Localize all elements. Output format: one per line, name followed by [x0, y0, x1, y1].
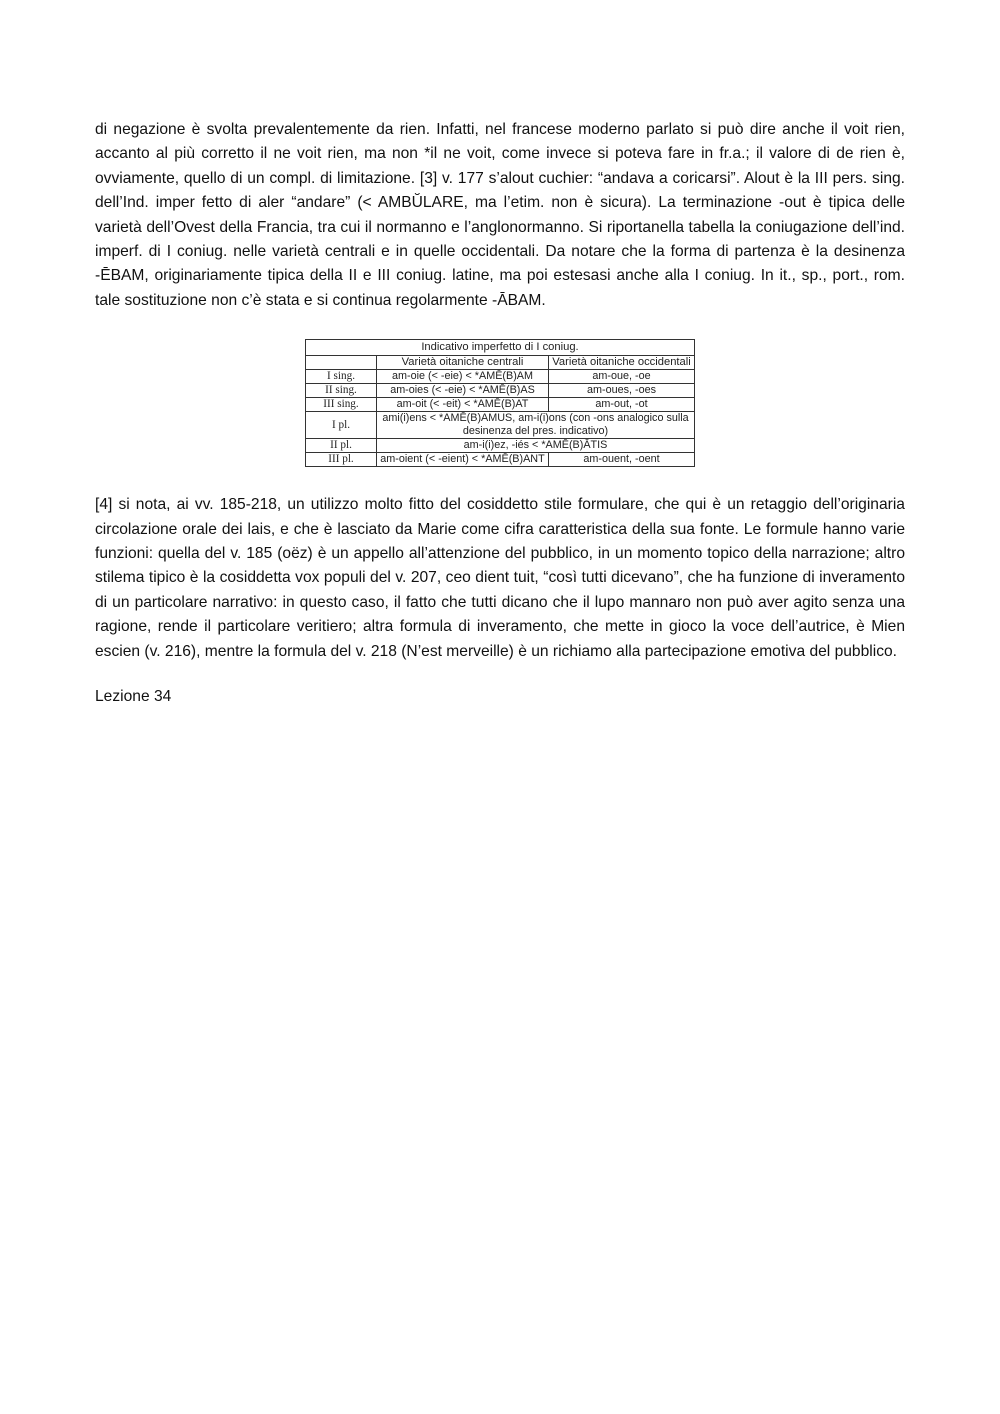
row-label: I sing.	[306, 370, 377, 384]
table-row	[306, 384, 695, 398]
western-form: am-oue, -oe	[549, 370, 695, 384]
table-row	[306, 412, 695, 439]
row-label: II sing.	[306, 384, 377, 398]
row-label: I pl.	[306, 412, 377, 439]
row-label: III sing.	[306, 398, 377, 412]
table-wrapper	[95, 339, 905, 467]
western-form: am-ouent, -oent	[549, 453, 695, 467]
table-row	[306, 370, 695, 384]
table-row	[306, 453, 695, 467]
footer-label: Lezione 34	[95, 688, 172, 706]
paragraph-2: [4] si nota, ai vv. 185-218, un utilizzo molto fitto del cosiddetto stile formulare, che qui è un retaggio dell’originaria circolazione orale dei lais, e che è lasciato da Marie come cifra caratteristica della sua fonte. Le formule hanno varie funzioni: quella del v. 185 (oëz) è un appello all’attenzione del pubblico, in un momento topico della narrazione; altro stilema tipico è la cosiddetta vox populi del v. 207, ceo dient tuit, “così tutti dicevano”, che ha funzione di inveramento di un particolare narrativo: in questo caso, il fatto che tutti dicano che il lupo mannaro non può aver agito senza una ragione, rende il particolare veritiero; altra formula di inveramento, che mette in gioco la voce dell’autrice, è Mien escien (v. 216), mentre la formula del v. 218 (N’est merveille) è un richiamo alla partecipazione emotiva del pubblico.	[95, 496, 905, 660]
table-caption: Indicativo imperfetto di I coniug.	[306, 340, 695, 356]
table-row	[306, 439, 695, 453]
row-label: II pl.	[306, 439, 377, 453]
merged-form: am-i(i)ez, -iés < *AMĒ(B)ĀTIS	[377, 439, 695, 453]
document-page	[95, 118, 905, 708]
header-central: Varietà oitaniche centrali	[377, 356, 549, 370]
row-label: III pl.	[306, 453, 377, 467]
paragraph-1: di negazione è svolta prevalentemente da rien. Infatti, nel francese moderno parlato si può dire anche il voit rien, accanto al più corretto il ne voit rien, ma non *il ne voit, come invece si poteva fare in fr.a.; il valore di de rien è, ovviamente, quello di un compl. di limitazione. [3] v. 177 s’alout cuchier: “andava a coricarsi”. Alout è la III pers. sing. dell’Ind. imper fetto di aler “andare” (< AMBŬLARE, ma l’etim. non è sicura). La terminazione -out è tipica delle varietà dell’Ovest della Francia, tra cui il normanno e l’anglonormanno. Si riportanella tabella la coniugazione dell’ind. imperf. di I coniug. nelle varietà centrali e in quelle occidentali. Da notare che la forma di partenza è la desinenza -ĒBAM, originariamente tipica della II e III coniug. latine, ma poi estesasi anche alla I coniug. In it., sp., port., rom. tale sostituzione non c’è stata e si continua regolarmente -ĀBAM.	[95, 121, 905, 309]
central-form: am-oie (< -eie) < *AMĒ(B)AM	[377, 370, 549, 384]
table-row	[306, 398, 695, 412]
central-form: am-oient (< -eient) < *AMĒ(B)ANT	[377, 453, 549, 467]
central-form: am-oit (< -eit) < *AMĒ(B)AT	[377, 398, 549, 412]
western-form: am-out, -ot	[549, 398, 695, 412]
merged-form: ami(i)ens < *AMĒ(B)AMUS, am-i(i)ons (con -ons analogico sulla desinenza del pres. indicativo)	[377, 412, 695, 439]
conjugation-table	[305, 339, 695, 467]
central-form: am-oies (< -eie) < *AMĒ(B)AS	[377, 384, 549, 398]
header-empty-cell	[306, 356, 377, 370]
western-form: am-oues, -oes	[549, 384, 695, 398]
header-western: Varietà oitaniche occidentali	[549, 356, 695, 370]
